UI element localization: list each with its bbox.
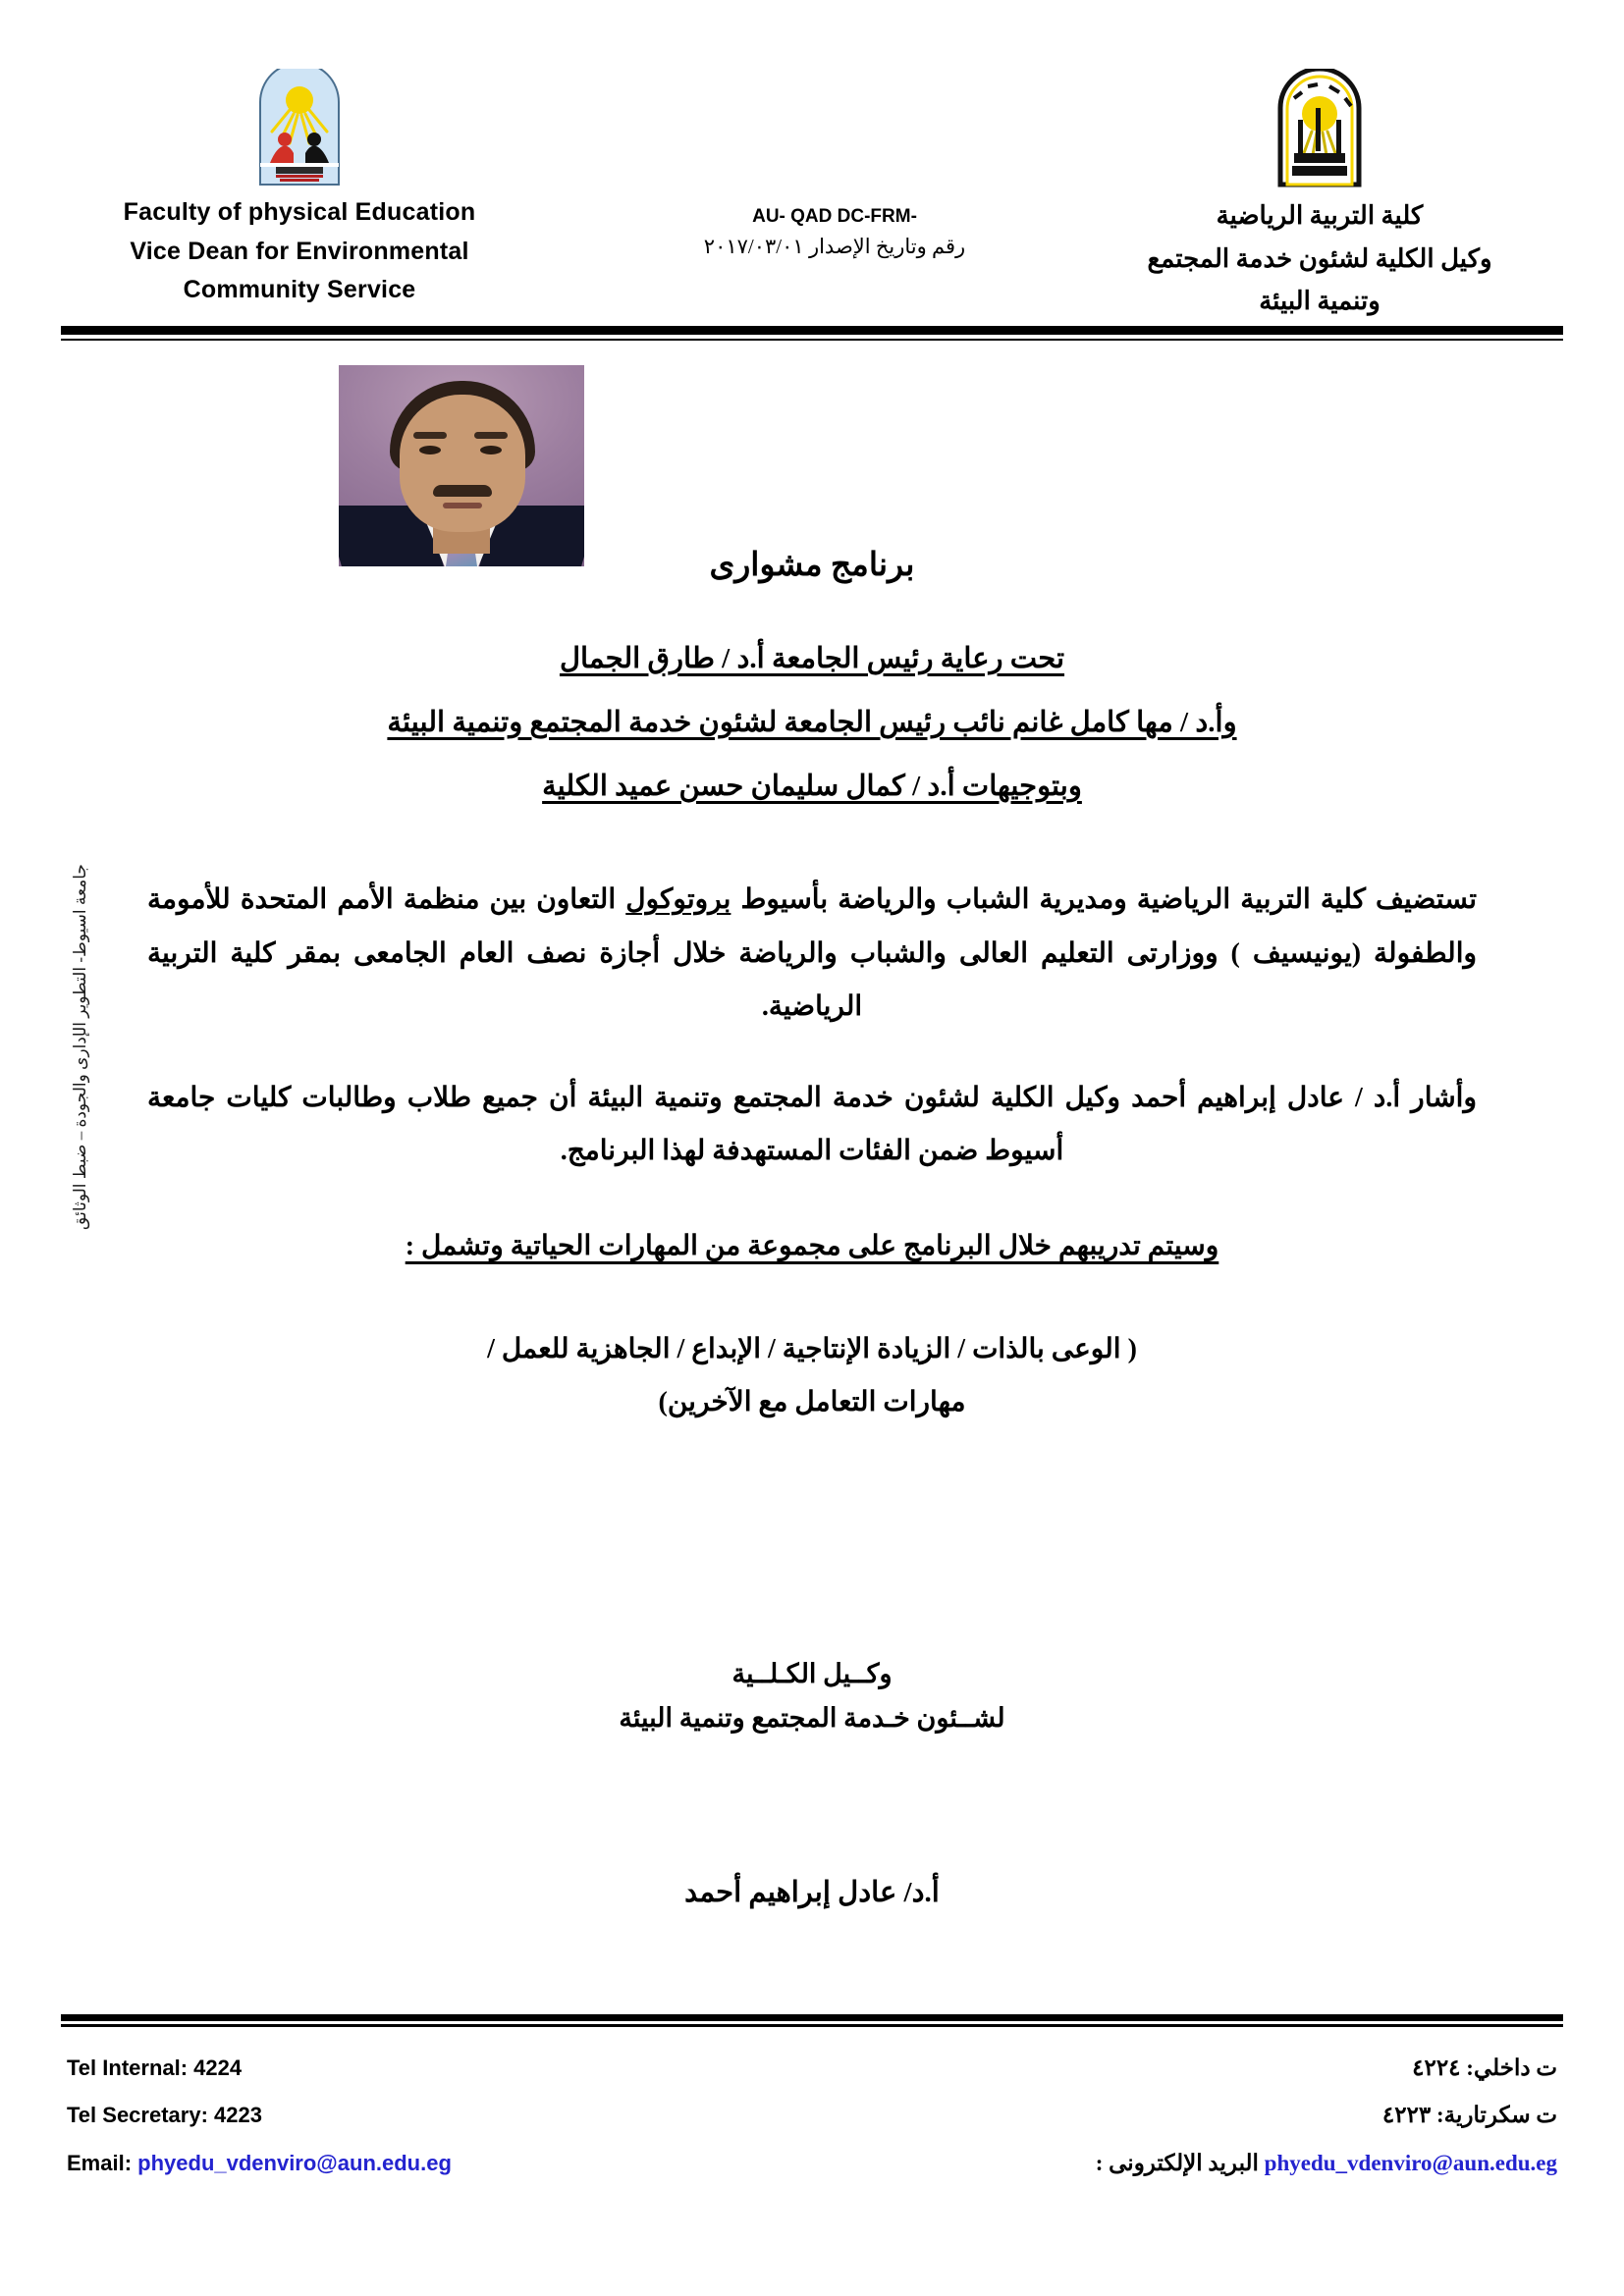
document-body	[147, 874, 1477, 1460]
body-paragraph-3: وسيتم تدريبهم خلال البرنامج على مجموعة من المهارات الحياتية وتشمل :	[405, 1230, 1219, 1261]
portrait-photo	[339, 365, 584, 566]
body-paragraph-1-part-1: تستضيف كلية التربية الرياضية ومديرية الشباب والرياضة بأسيوط	[731, 884, 1477, 915]
body-paragraph-1-part-2: التعاون بين منظمة الأمم المتحدة للأمومة والطفولة (يونيسيف ) ووزارتى التعليم العالى والشباب والرياضة خلال أجازة نصف العام الجامعى بمقر كلية التربية الرياضية.	[147, 884, 1477, 1023]
footer-right-contact	[870, 2045, 1557, 2187]
faculty-title-line-2: Vice Dean for Environmental	[130, 237, 469, 265]
photo-eyebrow-right	[474, 432, 508, 439]
skills-list-line-2: مهارات التعامل مع الآخرين)	[658, 1387, 966, 1418]
header-middle-column	[619, 206, 1051, 259]
photo-eyebrow-left	[413, 432, 447, 439]
page-title: برنامج مشوارى	[709, 548, 915, 583]
footer-tel-secretary-en: Tel Secretary: 4223	[67, 2103, 262, 2128]
footer-divider-thin	[61, 2024, 1563, 2027]
footer-email-link-ar[interactable]: phyedu_vdenviro@aun.edu.eg	[1264, 2150, 1557, 2175]
patronage-heading-1	[147, 636, 1477, 682]
college-title-line-3: وتنمية البيئة	[1259, 287, 1380, 316]
footer-email-row-en	[67, 2140, 695, 2187]
faculty-physical-education-logo-icon	[69, 69, 530, 191]
patronage-heading-1-text: تحت رعاية رئيس الجامعة أ.د / طارق الجمال	[559, 643, 1065, 674]
photo-mustache	[433, 485, 492, 497]
assiut-university-logo-icon	[1084, 69, 1555, 191]
footer-email-row-ar	[870, 2140, 1557, 2187]
footer-left-contact	[67, 2045, 695, 2187]
body-paragraph-2: وأشار أ.د / عادل إبراهيم أحمد وكيل الكلية لشئون خدمة المجتمع وتنمية البيئة أن جميع طلاب وطالبات كليات جامعة أسيوط ضمن الفئات المستهدفة لهذا البرنامج.	[147, 1082, 1477, 1167]
header-divider-thin	[61, 339, 1563, 341]
patronage-heading-2-text: وأ.د / مها كامل غانم نائب رئيس الجامعة لشئون خدمة المجتمع وتنمية البيئة	[387, 707, 1237, 738]
signature-role-line-2: لشــئون خـدمة المجتمع وتنمية البيئة	[619, 1703, 1005, 1733]
patronage-heading-3	[147, 764, 1477, 810]
body-paragraph-1-keyword: بروتوكول	[625, 884, 731, 915]
footer-tel-internal-ar: ت داخلي: ٤٢٢٤	[1412, 2056, 1557, 2080]
header-divider-thick	[61, 326, 1563, 335]
document-header	[69, 69, 1555, 314]
college-title-line-2: وكيل الكلية لشئون خدمة المجتمع	[1147, 243, 1492, 273]
signature-role-line-1: وكــيل الكـلــية	[731, 1659, 893, 1688]
photo-mouth	[443, 503, 482, 508]
body-paragraph-1	[147, 874, 1477, 1035]
footer-divider-thick	[61, 2014, 1563, 2021]
signature-name: أ.د/ عادل إبراهيم أحمد	[684, 1877, 940, 1908]
document-footer	[61, 2014, 1563, 2212]
photo-eye-left	[419, 446, 441, 454]
form-issue-date: رقم وتاريخ الإصدار ٢٠١٧/٠٣/٠١	[703, 235, 966, 258]
signature-name-block	[0, 1875, 1624, 1909]
side-watermark-text: جامعة اسيوط- التطوير الإدارى والجودة – ضبط الوثائق	[71, 864, 89, 1230]
photo-eye-right	[480, 446, 502, 454]
footer-email-label-en: Email:	[67, 2150, 133, 2175]
header-right-column	[1084, 69, 1555, 320]
skills-list-line-1: ( الوعى بالذات / الزيادة الإنتاجية / الإبداع / الجاهزية للعمل /	[487, 1333, 1137, 1364]
patronage-heading-3-text: وبتوجيهات أ.د / كمال سليمان حسن عميد الكلية	[542, 771, 1082, 802]
footer-tel-internal-en: Tel Internal: 4224	[67, 2056, 243, 2080]
footer-tel-secretary-ar: ت سكرتارية: ٤٢٢٣	[1381, 2103, 1557, 2128]
photo-face	[400, 395, 525, 532]
footer-email-link-en[interactable]: phyedu_vdenviro@aun.edu.eg	[137, 2150, 452, 2175]
faculty-title-line-1: Faculty of physical Education	[123, 198, 476, 226]
header-left-column	[69, 69, 530, 308]
college-title-line-1: كلية التربية الرياضية	[1216, 201, 1424, 230]
signature-block	[0, 1659, 1624, 1734]
patronage-heading-2	[147, 700, 1477, 746]
form-code: AU- QAD DC-FRM-	[752, 206, 917, 227]
footer-email-label-ar: البريد الإلكترونى :	[1095, 2150, 1259, 2175]
faculty-title-line-3: Community Service	[183, 276, 416, 303]
